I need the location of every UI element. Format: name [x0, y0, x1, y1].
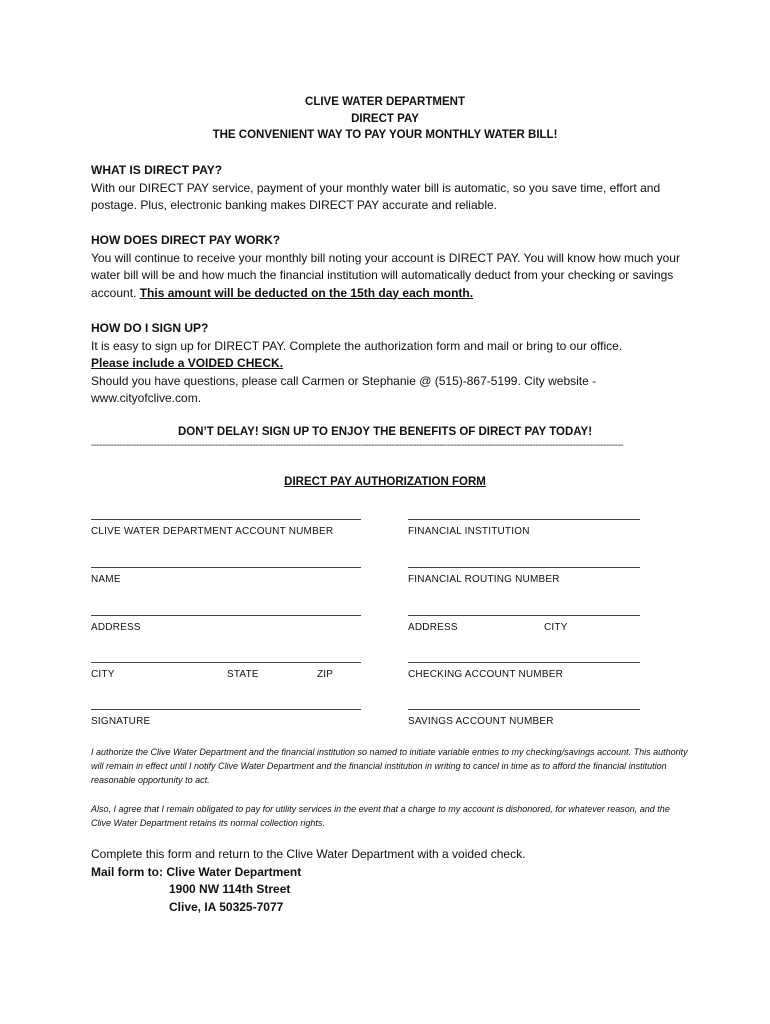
call-to-action: DON’T DELAY! SIGN UP TO ENJOY THE BENEFITS OF DIRECT PAY TODAY! — [177, 426, 593, 438]
financial-institution-field[interactable] — [408, 519, 640, 539]
city-label: CITY — [544, 622, 568, 633]
tagline: THE CONVENIENT WAY TO PAY YOUR MONTHLY WATER BILL! — [212, 129, 558, 141]
signature-line — [91, 567, 361, 568]
signature-line — [91, 662, 361, 663]
mail-street: 1900 NW 114th Street — [169, 882, 291, 896]
checking-account-field[interactable] — [408, 662, 640, 682]
signature-field[interactable] — [91, 709, 361, 729]
state-label: STATE — [227, 669, 259, 680]
address-field[interactable] — [91, 615, 361, 635]
signature-line — [91, 709, 361, 710]
city-label: CITY — [91, 669, 115, 680]
routing-number-field[interactable] — [408, 567, 640, 587]
section-heading: WHAT IS DIRECT PAY? — [91, 163, 223, 177]
return-instruction: Complete this form and return to the Clive Water Department with a voided check. — [91, 847, 526, 861]
program-name: DIRECT PAY — [351, 112, 419, 125]
cut-line-divider: -------------------------------------------------------------------------------------------------------------------------------------------------------------------------------------------- — [91, 440, 624, 451]
authorization-statement: I authorize the Clive Water Department and the financial institution so named to initiate variable entries to my checking/savings account. This authority will remain in effect until I notify Clive Water Department and the financial institution in writing to cancel in time as to afford the financial institution reasonable opportunity to act. — [91, 747, 688, 785]
section-what — [91, 162, 681, 215]
bank-address-field[interactable] — [408, 615, 640, 635]
field-label: FINANCIAL ROUTING NUMBER — [408, 574, 560, 585]
signature-line — [408, 662, 640, 663]
field-label: FINANCIAL INSTITUTION — [408, 526, 530, 537]
account-number-field[interactable] — [91, 519, 361, 539]
section-body: With our DIRECT PAY service, payment of your monthly water bill is automatic, so you save time, effort and postage. Plus, electronic banking makes DIRECT PAY accurate and reliable. — [91, 180, 661, 212]
signature-line — [408, 519, 640, 520]
city-state-zip-field[interactable] — [91, 662, 361, 682]
name-field[interactable] — [91, 567, 361, 587]
section-heading: HOW DOES DIRECT PAY WORK? — [91, 233, 281, 247]
field-label: CLIVE WATER DEPARTMENT ACCOUNT NUMBER — [91, 526, 334, 537]
field-label: NAME — [91, 574, 121, 585]
department-name: CLIVE WATER DEPARTMENT — [305, 96, 465, 108]
obligation-statement: Also, I agree that I remain obligated to pay for utility services in the event that a charge to my account is dishonored, for whatever reason, and the Clive Water Department retains its normal collection rights. — [91, 804, 670, 828]
zip-label: ZIP — [317, 669, 334, 680]
section-body: It is easy to sign up for DIRECT PAY. Complete the authorization form and mail or bring to our office. — [91, 338, 623, 353]
voided-check-note: Please include a VOIDED CHECK. — [91, 356, 284, 370]
section-body-text: You will continue to receive your monthly bill noting your account is DIRECT PAY. You will know how much your water bill will be and how much the financial institution will automatically deduct from your checking or savings account. — [91, 250, 680, 300]
contact-info: Should you have questions, please call Carmen or Stephanie @ (515)-867-5199. City website - www.cityofclive.com. — [91, 373, 597, 405]
signature-line — [408, 709, 640, 710]
signature-line — [91, 519, 361, 520]
mail-to-label: Mail form to: Clive Water Department — [91, 864, 302, 879]
address-label: ADDRESS — [408, 622, 458, 633]
section-heading: HOW DO I SIGN UP? — [91, 321, 209, 335]
document-header — [0, 94, 770, 144]
form-title: DIRECT PAY AUTHORIZATION FORM — [284, 476, 486, 488]
deduction-date-note: This amount will be deducted on the 15th day each month. — [139, 285, 474, 300]
field-label: SAVINGS ACCOUNT NUMBER — [408, 716, 554, 727]
signature-line — [408, 615, 640, 616]
signature-line — [408, 567, 640, 568]
mail-city-state-zip: Clive, IA 50325-7077 — [169, 899, 284, 914]
field-label: ADDRESS — [91, 622, 141, 633]
field-label: CHECKING ACCOUNT NUMBER — [408, 669, 563, 680]
section-signup — [91, 320, 681, 408]
signature-line — [91, 615, 361, 616]
savings-account-field[interactable] — [408, 709, 640, 729]
section-body — [91, 250, 681, 303]
closing-block — [91, 846, 691, 916]
field-label: SIGNATURE — [91, 716, 151, 727]
section-how — [91, 232, 681, 302]
